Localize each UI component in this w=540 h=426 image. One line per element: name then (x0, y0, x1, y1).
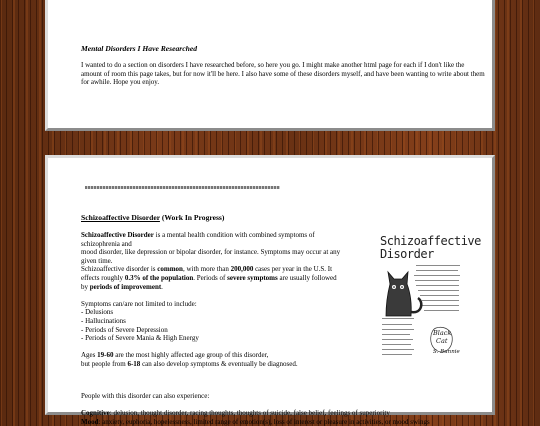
ages-paragraph (81, 351, 341, 368)
symptom-item: - Periods of Severe Depression (81, 325, 168, 334)
definition-line2: mood disorder, like depression or bipolar disorder, for instance. Symptoms may occur at any given time. (81, 248, 341, 265)
symptoms-list (81, 300, 341, 343)
prevalence-text-a: Schizoaffective disorder is (81, 265, 158, 274)
ages-text-2c: can also develop symptoms & eventually be diagnosed. (140, 359, 298, 368)
disorder-status: (Work In Progress) (161, 213, 225, 222)
prevalence-improvement: periods of improvement (89, 282, 162, 291)
symptom-item: - Periods of Severe Mania & High Energy (81, 334, 199, 343)
black-cat-drawing (378, 232, 463, 364)
definition-text: is a mental health condition with combined symptoms of schizophrenia and (81, 231, 315, 248)
illustration-title-1: Schizoaffective (380, 234, 481, 248)
cognitive-line (81, 409, 485, 418)
mood-text: : anxiety, euphoria, hopelessness, limited range of emotion(s), loss of interest or pleasure in activities, or mood swings (98, 417, 430, 426)
disorder-heading (81, 213, 224, 222)
symptom-item: - Hallucinations (81, 316, 126, 325)
prevalence-text-e: cases per year in the U.S. It effects roughly (81, 265, 333, 282)
symptoms-intro: Symptoms can/are not limited to include: (81, 299, 197, 308)
ages-range-youth: 6-18 (127, 359, 141, 368)
cognitive-text: : delusion, thought disorder, racing thoughts, thoughts of suicide, false belief, feelings of superiority (109, 409, 390, 418)
definition-paragraph (81, 231, 341, 291)
disorder-panel (45, 155, 495, 426)
ages-range-adult: 19-60 (97, 351, 114, 360)
ages-text-c: are the most highly affected age group of this disorder, (113, 351, 269, 360)
symptom-item: - Delusions (81, 308, 114, 317)
experience-section (81, 392, 485, 426)
schizoaffective-illustration (378, 232, 481, 364)
prevalence-text-c: , with more than (182, 265, 231, 274)
prevalence-common: common (157, 265, 183, 274)
ages-text-a: Ages (81, 351, 98, 360)
prevalence-text-i: are usually followed by (81, 273, 337, 291)
prevalence-severe: severe symptoms (227, 273, 278, 282)
definition-term: Schizoaffective Disorder (81, 231, 154, 239)
signature-line-1: Black (433, 329, 452, 337)
cognitive-label: Cognitive (81, 409, 110, 418)
prevalence-count: 200,000 (230, 265, 254, 274)
signature-line-2: Cat (436, 337, 448, 345)
experience-intro: People with this disorder can also experience: (81, 392, 210, 400)
prevalence-percent: 0.3% of the population (124, 273, 194, 282)
intro-title: Mental Disorders I Have Researched (81, 44, 198, 53)
intro-text: I wanted to do a section on disorders I have researched before, so here you go. I might make another html page for each if I don't like the amount of room this page takes, but for now it'll be here. I also have some of these disorders myself, and have been wanting to write about them for awhile. Hope you enjoy. (81, 61, 485, 87)
prevalence-text-g: . Periods of (193, 273, 228, 282)
signature-line-3: S. Bunnie (433, 349, 460, 355)
intro-panel (45, 0, 495, 131)
mood-line (81, 418, 485, 426)
illustration-title-2: Disorder (380, 247, 434, 261)
divider-bar (85, 186, 280, 189)
prevalence-period: . (161, 282, 163, 291)
ages-text-2a: but people from (81, 359, 128, 368)
disorder-body (81, 231, 341, 377)
mood-label: Mood (81, 417, 99, 426)
disorder-name: Schizoaffective Disorder (81, 213, 160, 222)
